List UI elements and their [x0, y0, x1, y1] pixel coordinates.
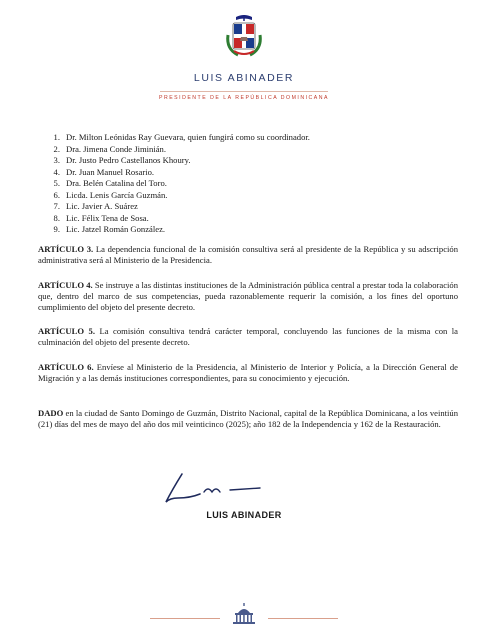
commission-members-list: [38, 132, 458, 236]
header-divider: [160, 91, 328, 92]
list-item: 1. Dr. Milton Leónidas Ray Guevara, quien fungirá como su coordinador.: [53, 132, 310, 142]
list-item: 3. Dr. Justo Pedro Castellanos Khoury.: [53, 155, 191, 166]
article-4-paragraph: ARTÍCULO 4. Se instruye a las distintas instituciones de la Administración pública central a prestar toda la colaboración que, dentro del marco de sus competencias, pueda razonablemente requerir la comisión, a los fines del oportuno cumplimiento del objeto del presente decreto.: [38, 280, 458, 313]
list-item: 4. Dr. Juan Manuel Rosario.: [53, 166, 155, 177]
dado-label: DADO: [38, 408, 64, 418]
list-item: 2. Dra. Jimena Conde Jiminián.: [53, 143, 167, 154]
list-item: 9. Lic. Jatzel Román González.: [53, 224, 166, 235]
article-label: ARTÍCULO 4.: [38, 280, 93, 290]
list-item: 7. Lic. Javier A. Suárez: [53, 201, 138, 212]
header-subtitle: PRESIDENTE DE LA REPÚBLICA DOMINICANA: [159, 95, 329, 101]
list-item: 8. Lic. Félix Tena de Sosa.: [53, 212, 149, 223]
list-item: 6. Licda. Lenis García Guzmán.: [53, 189, 168, 200]
article-5-paragraph: ARTÍCULO 5. La comisión consultiva tendrá carácter temporal, concluyendo las funciones de la misma con la culminación del objeto del presente decreto.: [38, 326, 458, 348]
article-3-paragraph: ARTÍCULO 3. La dependencia funcional de la comisión consultiva será al presidente de la República y su adscripción administrativa será al Ministerio de la Presidencia.: [38, 244, 459, 266]
footer-divider-left: [150, 618, 220, 619]
article-label: ARTÍCULO 6.: [38, 362, 94, 372]
coat-of-arms-icon: [222, 13, 266, 59]
article-label: ARTÍCULO 5.: [38, 326, 95, 336]
article-6-paragraph: ARTÍCULO 6. Envíese al Ministerio de la Presidencia, al Ministerio de Interior y Policía, a la Dirección General de Migración y a las demás instituciones correspondientes, para su conocimiento y ejecución.: [38, 362, 458, 384]
national-palace-icon: [229, 603, 259, 625]
list-item: 5. Dra. Belén Catalina del Toro.: [53, 178, 167, 189]
signatory-name: LUIS ABINADER: [206, 510, 282, 520]
header-name: LUIS ABINADER: [193, 72, 295, 84]
footer-divider-right: [268, 618, 338, 619]
handwritten-signature-icon: [160, 468, 270, 514]
article-label: ARTÍCULO 3.: [38, 244, 94, 254]
dado-paragraph: DADO en la ciudad de Santo Domingo de Guzmán, Distrito Nacional, capital de la República Dominicana, a los veintiún (21) días del mes de mayo del año dos mil veinticinco (2025); año 182 de la Independencia y 162 de la Restauración.: [38, 408, 458, 430]
